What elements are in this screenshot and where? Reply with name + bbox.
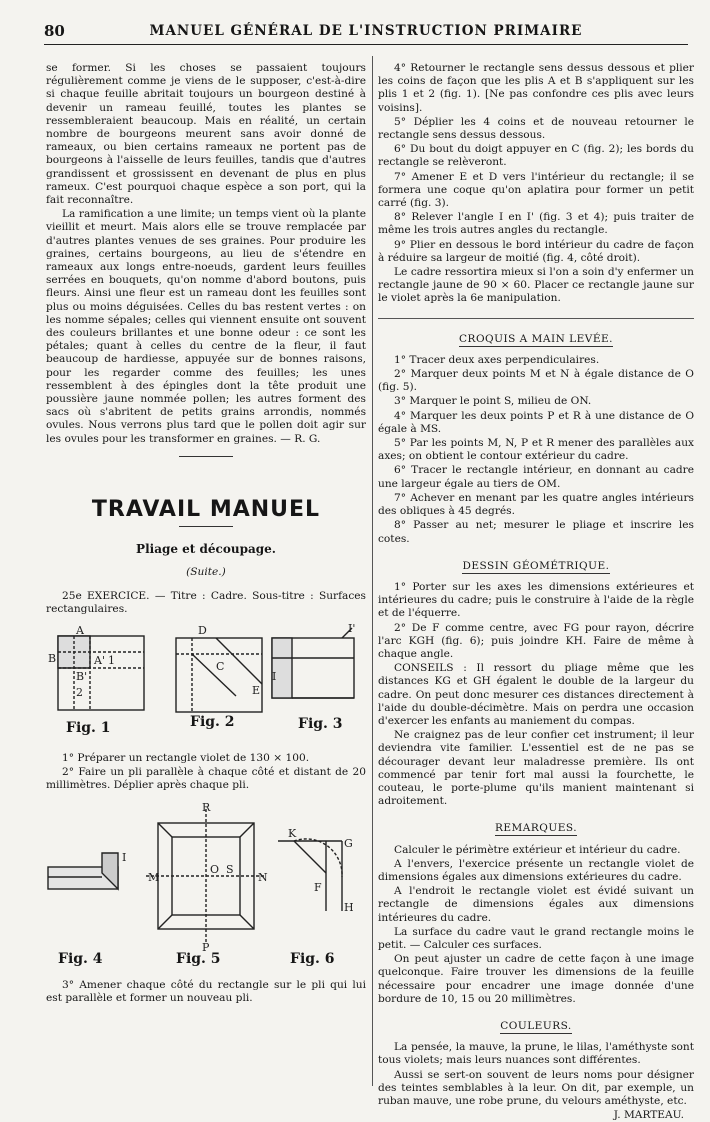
- svg-text:C: C: [216, 659, 225, 673]
- step: Le cadre ressortira mieux si l'on a soin d'y enfermer un rectangle jaune de 90 × 60. Placer ce rectangle jaune sur le violet après la 6e manipulation.: [378, 266, 694, 305]
- svg-text:I: I: [272, 669, 277, 683]
- svg-text:P: P: [202, 940, 210, 951]
- couleurs-title: COULEURS.: [500, 1020, 572, 1032]
- subtitle: Pliage et découpage.: [136, 542, 276, 557]
- svg-text:A: A: [76, 623, 84, 637]
- step: 8° Relever l'angle I en I' (fig. 3 et 4); puis traiter de même les trois autres angles du rectangle.: [378, 211, 694, 237]
- step: 6° Du bout du doigt appuyer en C (fig. 2); les bords du rectangle se relèveront.: [378, 143, 694, 169]
- croquis-step: 5° Par les points M, N, P et R mener des parallèles aux axes; on obtient le contour extérieur du cadre.: [378, 437, 694, 463]
- svg-text:D: D: [198, 623, 207, 637]
- couleurs-heading: [378, 1020, 694, 1033]
- figure-label: Fig. 5: [176, 950, 221, 967]
- separator: [179, 526, 233, 527]
- croquis-step: 7° Achever en menant par les quatre angles intérieurs des obliques à 45 degrés.: [378, 491, 694, 518]
- step: 2° Faire un pli parallèle à chaque côté et distant de 20 millimètres. Déplier après chaque pli.: [46, 766, 366, 792]
- svg-text:2: 2: [76, 685, 83, 699]
- dessin-step: 2° De F comme centre, avec FG pour rayon, décrire l'arc KGH (fig. 6); puis joindre KH. Faire de même à chaque angle.: [378, 621, 694, 660]
- dessin-step: Ne craignez pas de leur confier cet instrument; il leur deviendra vite familier. L'essentiel est de ne pas se décourager devant leur maladresse première. Ils ont commencé par tenir fort mal aussi la fourchette, le couteau, le porte-plume qu'ils manient maintenant si adroitement.: [378, 729, 694, 808]
- croquis-title: CROQUIS A MAIN LEVÉE.: [459, 332, 613, 345]
- remarques-heading: [378, 822, 694, 835]
- svg-text:B: B: [48, 651, 57, 665]
- exercise-heading: 25e EXERCICE. — Titre : Cadre. Sous-titre : Surfaces rectangulaires.: [46, 589, 366, 615]
- fold-diagram-top: [46, 624, 366, 724]
- croquis-step: 8° Passer au net; mesurer le pliage et inscrire les cotes.: [378, 519, 694, 545]
- croquis-step: 2° Marquer deux points M et N à égale distance de O (fig. 5).: [378, 368, 694, 394]
- page-header: [44, 20, 688, 45]
- figure-label: Fig. 1: [66, 719, 111, 736]
- remark: Calculer le périmètre extérieur et intérieur du cadre.: [394, 843, 681, 856]
- paragraph: se former. Si les choses se passaient toujours régulièrement comme je viens de le supposer, c'est-à-dire si chaque feuille abritait toujours un bourgeon destiné à devenir un rameau feuillé, toutes les plantes se ressembleraient beaucoup. Mais en réalité, un certain nombre de bourgeons meurent sans avoir donné de rameaux, ou bien certains rameaux ne portent pas de bourgeons à l'aisselle de leurs feuilles, tandis que d'autres grandissent et grossissent en devenant de plus en plus rameux. C'est pourquoi chaque espèce a son port, qui la fait reconnaître.: [46, 62, 366, 207]
- svg-text:R: R: [202, 800, 211, 814]
- step: 4° Retourner le rectangle sens dessus dessous et plier les coins de façon que les plis A et B s'appliquent sur les plis 1 et 2 (fig. 1). [Ne pas confondre ces plis avec leurs voisins].: [378, 62, 694, 114]
- figures-top: [46, 624, 366, 744]
- couleurs-paragraph: Aussi se sert-on souvent de leurs noms pour désigner des teintes semblables à la leur. On dit, par exemple, un ruban mauve, une robe prune, du velours améthyste, etc.: [378, 1068, 694, 1108]
- croquis-heading: [378, 333, 694, 346]
- croquis-step: 6° Tracer le rectangle intérieur, en donnant au cadre une largeur égale au tiers de OM.: [378, 464, 694, 490]
- signature: J. MARTEAU.: [613, 1109, 684, 1122]
- suite-note: (Suite.): [186, 566, 226, 579]
- svg-text:F: F: [314, 880, 322, 894]
- remark: A l'envers, l'exercice présente un rectangle violet de dimensions égales aux dimensions extérieures du cadre.: [378, 857, 694, 883]
- svg-text:M: M: [148, 870, 160, 884]
- figure-label: Fig. 4: [58, 950, 103, 967]
- svg-text:A': A': [94, 653, 105, 667]
- separator: [378, 318, 694, 319]
- column-divider: [372, 56, 373, 1086]
- dessin-step: 1° Porter sur les axes les dimensions extérieures et intérieures du cadre; puis le construire à l'aide de la règle et de l'équerre.: [378, 580, 694, 620]
- remarques-title: REMARQUES.: [494, 822, 578, 835]
- svg-text:B': B': [76, 669, 88, 683]
- svg-text:O: O: [210, 862, 220, 876]
- remark: A l'endroit le rectangle violet est évidé suivant un rectangle de dimensions égales aux dimensions intérieures du cadre.: [378, 885, 694, 924]
- svg-text:E: E: [252, 683, 261, 697]
- remark: La surface du cadre vaut le grand rectangle moins le petit. — Calculer ces surfaces.: [378, 925, 694, 951]
- right-column: [378, 62, 694, 1122]
- svg-text:N: N: [258, 870, 268, 884]
- svg-text:G: G: [344, 836, 353, 850]
- figure-label: Fig. 3: [298, 715, 343, 732]
- journal-title: MANUEL GÉNÉRAL DE L'INSTRUCTION PRIMAIRE: [149, 23, 583, 39]
- step: 5° Déplier les 4 coins et de nouveau retourner le rectangle sens dessus dessous.: [378, 115, 694, 142]
- remark: On peut ajuster un cadre de cette façon à une image quelconque. Faire trouver les dimensions de la feuille nécessaire pour encadrer une image donnée d'une bordure de 10, 15 ou 20 millimètres.: [378, 953, 694, 1005]
- step: 3° Amener chaque côté du rectangle sur le pli qui lui est parallèle et former un nouveau pli.: [46, 978, 366, 1004]
- paragraph: La ramification a une limite; un temps vient où la plante vieillit et meurt. Mais alors elle se trouve remplacée par d'autres plantes venues de ses graines. Pour produire les graines, certains bourgeons, au lieu de s'étendre en rameaux aux longs entre-noeuds, gardent leurs feuilles serrées en bouquets, qu'on nomme d'abord boutons, puis fleurs. Ainsi une fleur est un rameau dont les feuilles sont plus ou moins déguisées. Celles du bas restent vertes : on les nomme sépales; celles qui viennent ensuite ont souvent des couleurs brillantes et une bonne odeur : ce sont les pétales; quant à celles du centre de la fleur, il faut beaucoup de hardiesse, appuyée sur de bonnes raisons, pour les regarder comme des feuilles; les unes ressemblent à des épingles dont la tête produit une poussière jaune nommée pollen; les autres forment des sacs où s'abritent de petits grains arrondis, nommés ovules. Nous verrons plus tard que le pollen doit agir sur les ovules pour les transformer en graines. — R. G.: [46, 208, 366, 445]
- croquis-step: 4° Marquer les deux points P et R à une distance de O égale à MS.: [378, 409, 694, 435]
- step: 1° Préparer un rectangle violet de 130 × 100.: [62, 751, 310, 764]
- left-column: [46, 62, 366, 1006]
- croquis-step: 1° Tracer deux axes perpendiculaires.: [394, 353, 600, 366]
- svg-text:K: K: [288, 826, 297, 840]
- figure-label: Fig. 2: [190, 713, 235, 730]
- figure-label: Fig. 6: [290, 950, 335, 967]
- step: 9° Plier en dessous le bord intérieur du cadre de façon à réduire sa largeur de moitié (fig. 4, côté droit).: [378, 238, 694, 264]
- svg-text:S: S: [226, 862, 234, 876]
- dessin-heading: [378, 560, 694, 573]
- figures-bottom: [46, 801, 366, 971]
- section-title: TRAVAIL MANUEL: [91, 496, 321, 522]
- svg-text:H: H: [344, 900, 354, 914]
- svg-text:1: 1: [108, 653, 115, 667]
- croquis-step: 3° Marquer le point S, milieu de ON.: [394, 395, 592, 408]
- separator: [179, 456, 233, 457]
- dessin-step: CONSEILS : Il ressort du pliage même que les distances KG et GH égalent le double de la largeur du cadre. On peut donc mesurer ces distances directement à l'aide du double-décimètre. Mais on perdra une occasion d'exercer les enfants au maniement du compas.: [378, 662, 694, 727]
- step: 7° Amener E et D vers l'intérieur du rectangle; il se formera une coque qu'on aplatira pour former un petit carré (fig. 3).: [378, 170, 694, 210]
- svg-text:I: I: [122, 850, 127, 864]
- fold-diagram-bottom: [46, 801, 366, 951]
- svg-text:I': I': [348, 623, 356, 635]
- dessin-title: DESSIN GÉOMÉTRIQUE.: [462, 559, 610, 572]
- page-number: 80: [44, 22, 65, 40]
- couleurs-paragraph: La pensée, la mauve, la prune, le lilas, l'améthyste sont tous violets; mais leurs nuances sont différentes.: [378, 1041, 694, 1067]
